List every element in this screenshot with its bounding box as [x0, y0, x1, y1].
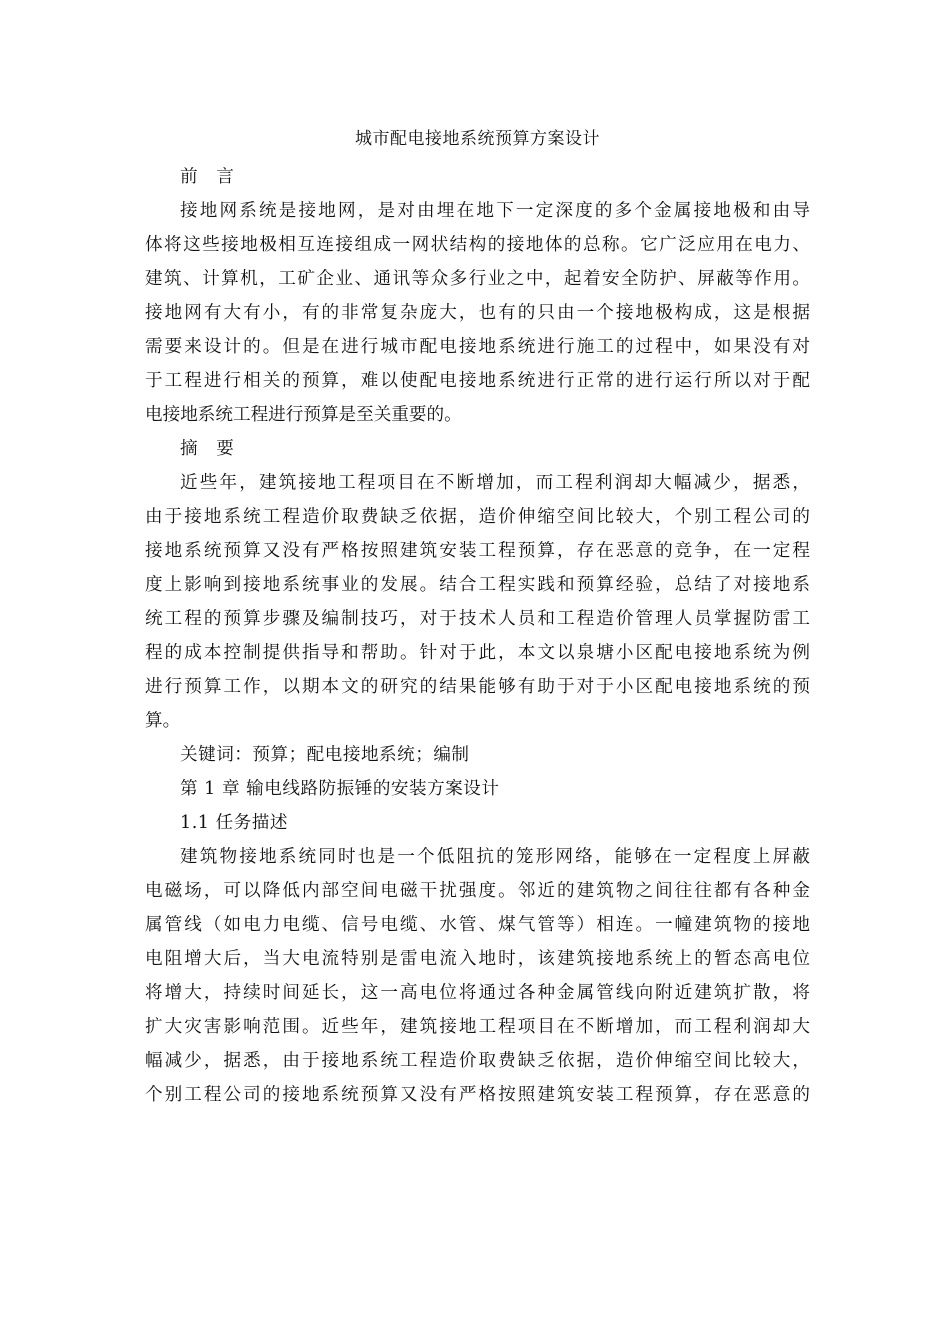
paragraph-line: 算。 [145, 711, 181, 731]
paragraph-line: 建筑物接地系统同时也是一个低阻抗的笼形网络，能够在一定程度上屏蔽 [180, 847, 810, 867]
paragraph-line: 由于接地系统工程造价取费缺乏依据，造价伸缩空间比较大，个别工程公司的 [145, 507, 810, 527]
paragraph-line: 接地网系统是接地网，是对由埋在地下一定深度的多个金属接地极和由导 [180, 201, 810, 221]
abstract-heading: 摘 要 [180, 439, 235, 459]
paragraph-line: 于工程进行相关的预算，难以使配电接地系统进行正常的进行运行所以对于配 [145, 371, 810, 391]
section-paragraph [145, 840, 810, 1112]
paragraph-line: 将增大，持续时间延长，这一高电位将通过各种金属管线向附近建筑扩散，将 [145, 983, 810, 1003]
paragraph-line: 属管线（如电力电缆、信号电缆、水管、煤气管等）相连。一幢建筑物的接地 [145, 915, 810, 935]
paragraph-line: 电阻增大后，当大电流特别是雷电流入地时，该建筑接地系统上的暂态高电位 [145, 949, 810, 969]
paragraph-line: 电接地系统工程进行预算是至关重要的。 [145, 405, 462, 425]
paragraph-line: 进行预算工作，以期本文的研究的结果能够有助于对于小区配电接地系统的预 [145, 677, 810, 697]
paragraph-line: 程的成本控制提供指导和帮助。针对于此，本文以泉塘小区配电接地系统为例 [145, 643, 810, 663]
paragraph-line: 扩大灾害影响范围。近些年，建筑接地工程项目在不断增加，而工程利润却大 [145, 1017, 810, 1037]
paragraph-line: 近些年，建筑接地工程项目在不断增加，而工程利润却大幅减少，据悉， [180, 473, 810, 493]
keywords: 关键词：预算；配电接地系统；编制 [180, 745, 470, 765]
section-heading: 1.1 任务描述 [180, 813, 288, 833]
paragraph-line: 接地网有大有小，有的非常复杂庞大，也有的只由一个接地极构成，这是根据 [145, 303, 810, 323]
paragraph-line: 个别工程公司的接地系统预算又没有严格按照建筑安装工程预算，存在恶意的 [145, 1085, 810, 1105]
abstract-paragraph [145, 466, 810, 738]
document-body [145, 124, 810, 1112]
chapter-heading: 第 1 章 输电线路防振锤的安装方案设计 [180, 779, 500, 799]
paragraph-line: 需要来设计的。但是在进行城市配电接地系统进行施工的过程中，如果没有对 [145, 337, 810, 357]
preface-paragraph [145, 194, 810, 432]
paragraph-line: 电磁场，可以降低内部空间电磁干扰强度。邻近的建筑物之间往往都有各种金 [145, 881, 810, 901]
paragraph-line: 体将这些接地极相互连接组成一网状结构的接地体的总称。它广泛应用在电力、 [145, 235, 810, 255]
paragraph-line: 统工程的预算步骤及编制技巧，对于技术人员和工程造价管理人员掌握防雷工 [145, 609, 810, 629]
preface-heading: 前 言 [180, 167, 235, 187]
document-title: 城市配电接地系统预算方案设计 [355, 129, 600, 149]
paragraph-line: 度上影响到接地系统事业的发展。结合工程实践和预算经验，总结了对接地系 [145, 575, 810, 595]
paragraph-line: 幅减少，据悉，由于接地系统工程造价取费缺乏依据，造价伸缩空间比较大， [145, 1051, 810, 1071]
paragraph-line: 接地系统预算又没有严格按照建筑安装工程预算，存在恶意的竞争，在一定程 [145, 541, 810, 561]
paragraph-line: 建筑、计算机，工矿企业、通讯等众多行业之中，起着安全防护、屏蔽等作用。 [145, 269, 810, 289]
